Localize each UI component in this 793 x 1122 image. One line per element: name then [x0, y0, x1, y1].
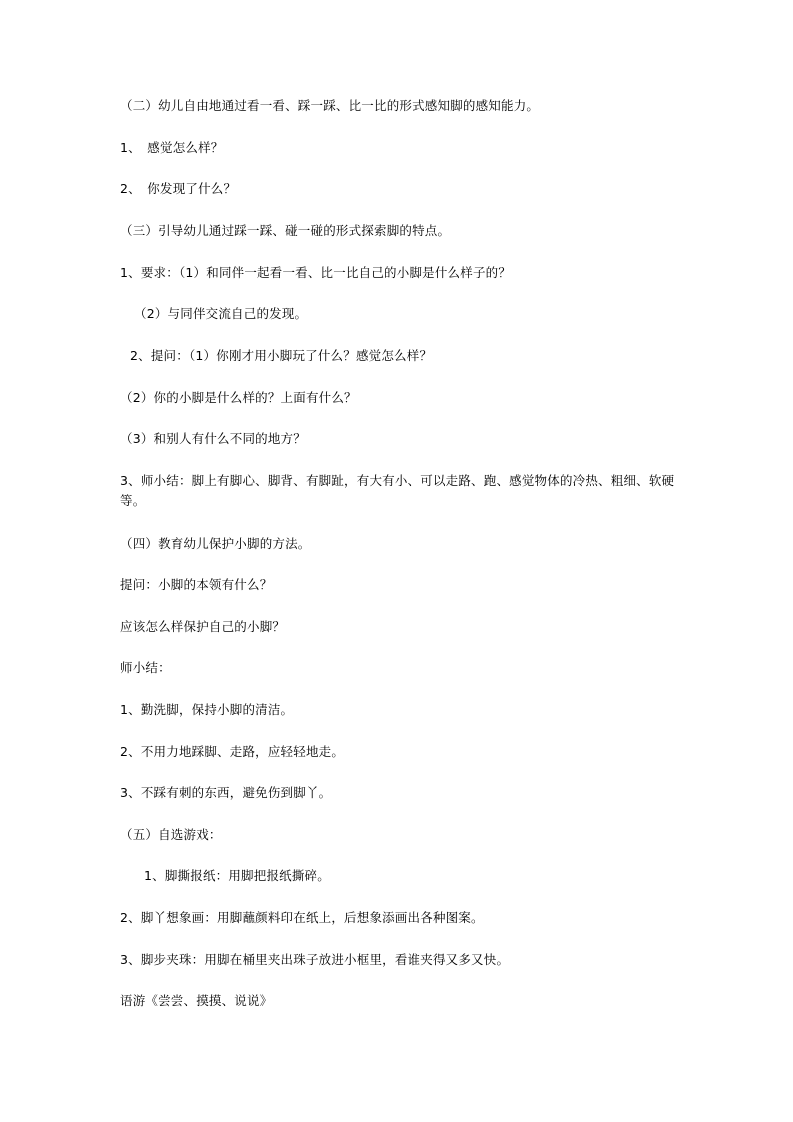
prompt-question-3: （3）和别人有什么不同的地方？ [120, 431, 306, 446]
summary-item-3: 3、不踩有刺的东西，避免伤到脚丫。 [120, 785, 332, 800]
language-game-title: 语游《尝尝、摸摸、说说》 [120, 993, 273, 1008]
requirement-2: （2）与同伴交流自己的发现。 [134, 306, 308, 321]
ability-question: 提问：小脚的本领有什么？ [120, 577, 273, 592]
section-5-heading: （五）自选游戏： [120, 827, 222, 842]
section-4-heading: （四）教育幼儿保护小脚的方法。 [120, 536, 311, 551]
requirement-1: 1、要求：（1）和同伴一起看一看、比一比自己的小脚是什么样子的？ [120, 265, 512, 280]
teacher-summary-paragraph: 3、师小结：脚上有脚心、脚背、有脚趾，有大有小、可以走路、跑、感觉物体的冷热、粗细、软硬等。 [120, 473, 675, 508]
section-2-heading: （二）幼儿自由地通过看一看、踩一踩、比一比的形式感知脚的感知能力。 [120, 98, 540, 113]
prompt-question-2: （2）你的小脚是什么样的？上面有什么？ [120, 390, 357, 405]
question-1: 1、 感觉怎么样？ [120, 140, 224, 155]
game-item-2: 2、脚丫想象画：用脚蘸颜料印在纸上，后想象添画出各种图案。 [120, 910, 484, 925]
section-3-heading: （三）引导幼儿通过踩一踩、碰一碰的形式探索脚的特点。 [120, 223, 451, 238]
summary-item-2: 2、不用力地踩脚、走路，应轻轻地走。 [120, 744, 345, 759]
protect-question: 应该怎么样保护自己的小脚？ [120, 619, 286, 634]
game-item-1: 1、脚撕报纸：用脚把报纸撕碎。 [144, 868, 330, 883]
question-2: 2、 你发现了什么？ [120, 181, 237, 196]
teacher-summary-label: 师小结： [120, 660, 171, 675]
summary-item-1: 1、勤洗脚，保持小脚的清洁。 [120, 702, 294, 717]
prompt-question-1: 2、提问：（1）你刚才用小脚玩了什么？感觉怎么样？ [130, 348, 433, 363]
game-item-3: 3、脚步夹珠：用脚在桶里夹出珠子放进小框里，看谁夹得又多又快。 [120, 952, 510, 967]
